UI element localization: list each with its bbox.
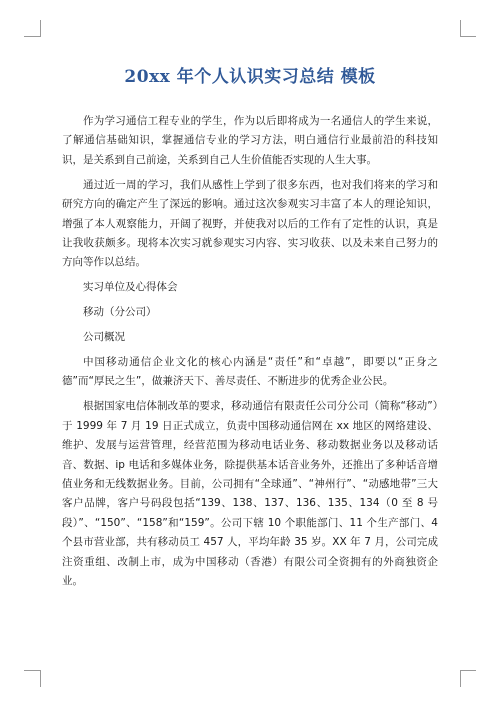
document-title: 20xx 年个人认识实习总结 模板 (124, 67, 376, 87)
section-heading: 实习单位及心得体会 (83, 281, 178, 294)
crop-mark-bottom-left (40, 670, 41, 687)
crop-mark-bottom-right (460, 670, 476, 671)
paragraph-culture: 中国移动通信企业文化的核心内涵是“责任”和“卓越”，即要以“正身之德”而“厚民之生”，做兼济天下、善尽责任、不断进步的优秀企业公民。 (62, 355, 438, 388)
crop-mark-top-right (460, 20, 461, 37)
crop-mark-top-left (40, 20, 41, 37)
paragraph-intro: 作为学习通信工程专业的学生，作为以后即将成为一名通信人的学生来说，了解通信基础知识，掌握通信专业的学习方法，明白通信行业最前沿的科技知识，是关系到自己前途，关系到自己人生价值能否实现的人生大事。 (62, 115, 438, 166)
overview-heading: 公司概况 (83, 331, 125, 344)
company-heading: 移动（分公司） (83, 306, 157, 319)
document-body (62, 112, 438, 597)
crop-mark-top-left (24, 36, 40, 37)
paragraph-company-profile: 根据国家电信体制改革的要求，移动通信有限责任公司分公司（简称“移动”）于 1999 年 7 月 19 日正式成立，负责中国移动通信网在 xx 地区的网络建设、维护、发展与运营管理，经营范围为移动电话业务、移动数据业务以及移动话音、数据、ip 电话和多媒体业务，除提供基本话音业务外，还推出了多种话音增值业务和无线数据业务。目前，公司拥有“全球通”、“神州行”、“动感地带”三大客户品牌，客户号码段包括“139、138、137、136、135、134（0 至 8 号段）”、“150”、“158”和“159”。公司下辖 10 个职能部门、11 个生产部门、4 个县市营业部，共有移动员工 457 人，平均年龄 35 岁。XX 年 7 月，公司完成注资重组、改制上市，成为中国移动（香港）有限公司全资拥有的外商独资企业。 (62, 400, 438, 587)
crop-mark-top-right (460, 36, 476, 37)
crop-mark-bottom-left (24, 670, 40, 671)
paragraph-summary: 通过近一周的学习，我们从感性上学到了很多东西，也对我们将来的学习和研究方向的确定产生了深远的影响。通过这次参观实习丰富了本人的理论知识，增强了本人观察能力，开阔了视野，并使我对以后的工作有了定性的认识，真是让我收获颇多。现将本次实习就参观实习内容、实习收获、以及未来自己努力的方向等作以总结。 (62, 178, 438, 269)
crop-mark-bottom-right (460, 670, 461, 687)
